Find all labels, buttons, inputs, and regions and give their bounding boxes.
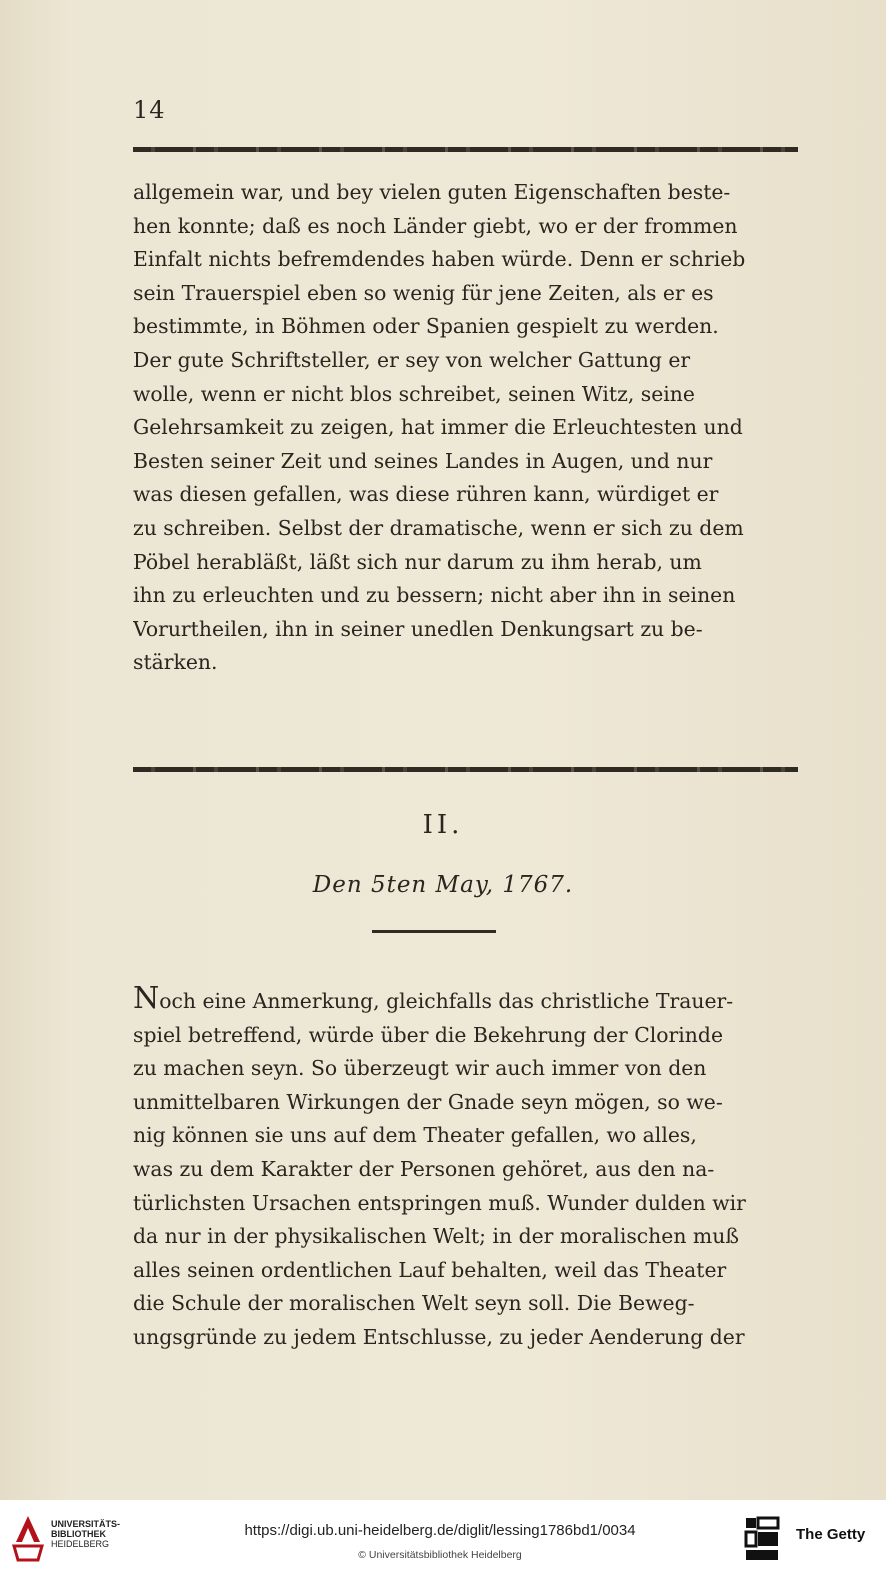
date-underline-rule xyxy=(372,930,496,933)
text-line: die Schule der moralischen Welt seyn soll. Die Beweg- xyxy=(133,1291,695,1316)
getty-label: The Getty xyxy=(796,1526,866,1543)
text-line: Besten seiner Zeit und seines Landes in Augen, und nur xyxy=(133,448,713,473)
page-number: 14 xyxy=(133,96,166,124)
text-line: unmittelbaren Wirkungen der Gnade seyn mögen, so we- xyxy=(133,1089,723,1114)
text-line: bestimmte, in Böhmen oder Spanien gespielt zu werden. xyxy=(133,314,719,339)
text-line: da nur in der physikalischen Welt; in der moralischen muß xyxy=(133,1224,739,1249)
university-library-name: UNIVERSITÄTS- BIBLIOTHEK HEIDELBERG xyxy=(51,1519,121,1549)
text-line: Vorurtheilen, ihn in seiner unedlen Denkungsart zu be- xyxy=(133,616,703,641)
text-line: nig können sie uns auf dem Theater gefallen, wo alles, xyxy=(133,1123,697,1148)
text-line: allgemein war, und bey vielen guten Eigenschaften beste- xyxy=(133,180,731,204)
copyright-text: © Universitätsbibliothek Heidelberg xyxy=(358,1549,522,1561)
text-line: zu machen seyn. So überzeugt wir auch immer von den xyxy=(133,1056,707,1081)
header-rule xyxy=(133,147,798,152)
text-line: Pöbel herabläßt, läßt sich nur darum zu ihm herab, um xyxy=(133,549,702,574)
text-line: stärken. xyxy=(133,650,218,675)
paragraph-2 xyxy=(133,982,803,1355)
section-divider-rule xyxy=(133,767,798,772)
text-line: Gelehrsamkeit zu zeigen, hat immer die Erleuchtesten und xyxy=(133,415,743,440)
text-line: Der gute Schriftsteller, er sey von welcher Gattung er xyxy=(133,347,691,372)
text-line: hen konnte; daß es noch Länder giebt, wo er der frommen xyxy=(133,213,738,238)
document-url-link[interactable]: https://digi.ub.uni-heidelberg.de/diglit/lessing1786bd1/0034 xyxy=(244,1522,636,1539)
text-line: sein Trauerspiel eben so wenig für jene Zeiten, als er es xyxy=(133,280,714,305)
text-line: ungsgründe zu jedem Entschlusse, zu jeder Aenderung der xyxy=(133,1324,745,1349)
text-line: ihn zu erleuchten und zu bessern; nicht aber ihn in seinen xyxy=(133,583,736,608)
text-line: türlichsten Ursachen entspringen muß. Wunder dulden wir xyxy=(133,1190,746,1215)
paragraph-1 xyxy=(133,176,803,680)
section-number: II. xyxy=(422,810,464,840)
university-library-logo-icon xyxy=(10,1512,46,1564)
text-line: was zu dem Karakter der Personen gehöret, aus den na- xyxy=(133,1156,715,1181)
text-line: zu schreiben. Selbst der dramatische, wenn er sich zu dem xyxy=(133,515,744,540)
text-line: alles seinen ordentlichen Lauf behalten, weil das Theater xyxy=(133,1257,727,1282)
text-line: spiel betreffend, würde über die Bekehrung der Clorinde xyxy=(133,1022,723,1047)
text-line: Einfalt nichts befremdendes haben würde. Denn er schrieb xyxy=(133,247,746,272)
date-line: Den 5ten May, 1767. xyxy=(312,872,574,898)
text-line: was diesen gefallen, was diese rühren kann, würdiget er xyxy=(133,482,719,507)
getty-logo-icon xyxy=(744,1514,780,1566)
paragraph-2-first-line: Noch eine Anmerkung, gleichfalls das christliche Trauer- xyxy=(133,982,734,1016)
drop-letter: N xyxy=(133,982,160,1016)
text-line: wolle, wenn er nicht blos schreibet, seinen Witz, seine xyxy=(133,381,695,406)
footer-bar xyxy=(0,1500,886,1579)
